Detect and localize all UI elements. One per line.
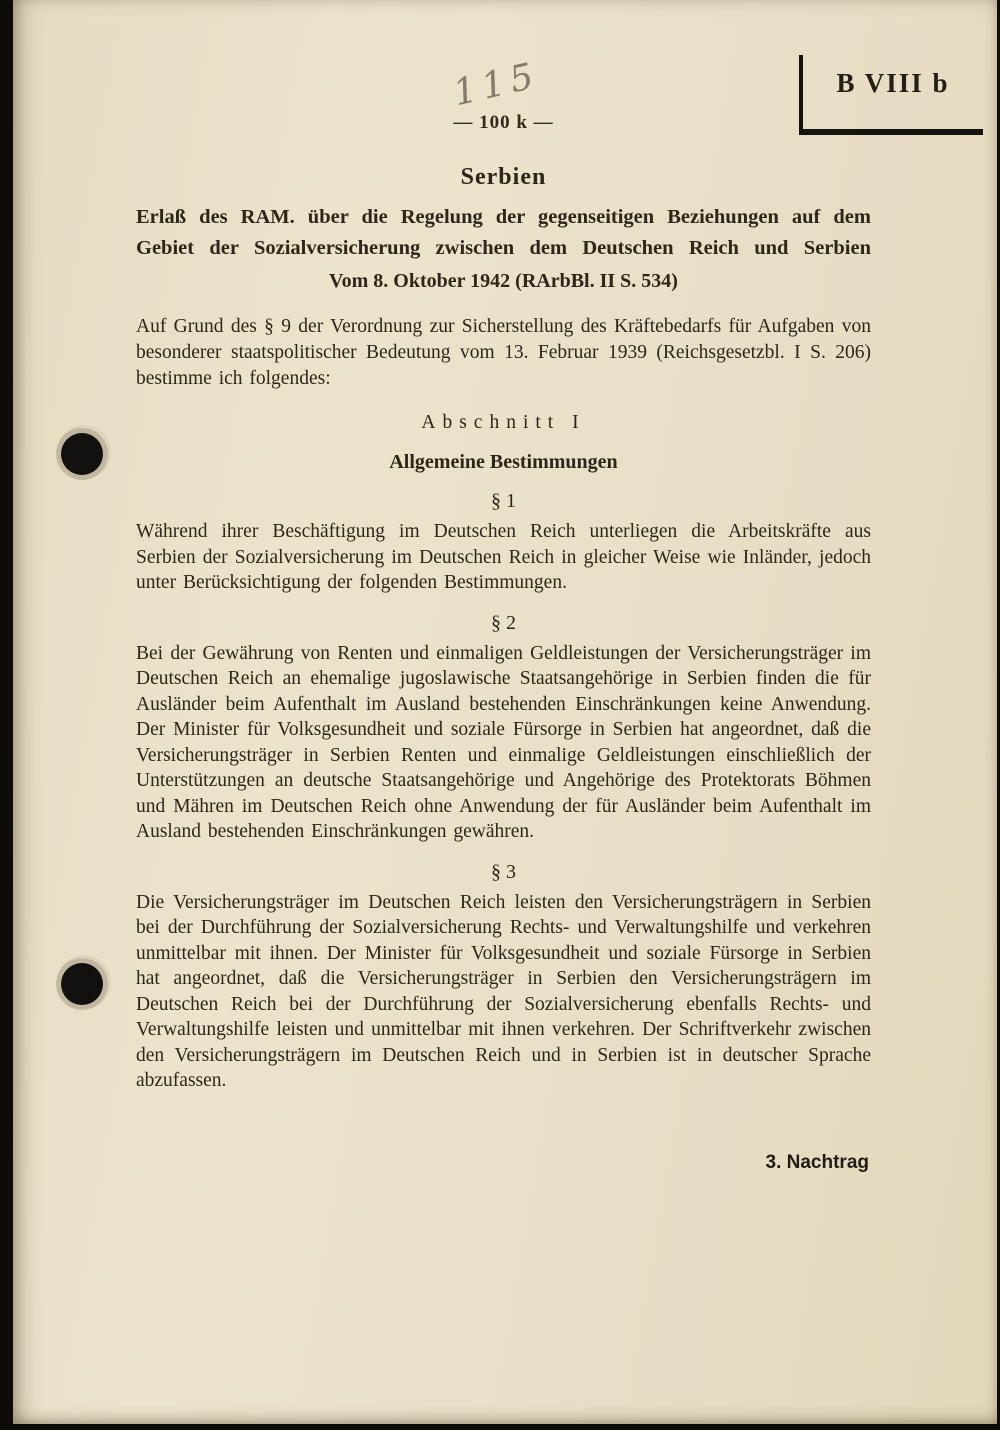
paragraph-number: § 3 bbox=[491, 860, 516, 883]
section-heading: Abschnitt I bbox=[421, 412, 586, 433]
preamble: Auf Grund des § 9 der Verordnung zur Sicherstellung des Kräftebedarfs für Aufgaben von besonderer staatspolitischer Bedeutung vom 13. Februar 1939 (Reichsgesetzbl. I S. 206) bestimme ich folgendes: bbox=[136, 316, 871, 389]
page-content bbox=[13, 0, 997, 1174]
classification-label: B VIII b bbox=[836, 68, 950, 98]
paragraph-section bbox=[136, 612, 871, 845]
paragraph-section bbox=[136, 490, 871, 596]
decree-title: Erlaß des RAM. über die Regelung der gegenseitigen Beziehungen auf dem Gebiet der Sozialversicherung zwischen dem Deutschen Reich und Serbien bbox=[136, 206, 871, 259]
footer-note: 3. Nachtrag bbox=[765, 1151, 869, 1173]
paragraph-text: Während ihrer Beschäftigung im Deutschen Reich unterliegen die Arbeitskräfte aus Serbien der Sozialversicherung im Deutschen Reich in gleicher Weise wie Inländer, jedoch unter Berücksichtigung der folgenden Bestimmungen. bbox=[136, 521, 871, 593]
paragraph-section bbox=[136, 861, 871, 1094]
decree-date: Vom 8. Oktober 1942 (RArbBl. II S. 534) bbox=[329, 270, 678, 292]
page-number: — 100 k — bbox=[453, 112, 554, 133]
document-title: Serbien bbox=[460, 164, 547, 190]
paragraph-number: § 1 bbox=[491, 490, 516, 512]
document-page bbox=[13, 0, 997, 1424]
section-subheading: Allgemeine Bestimmungen bbox=[389, 451, 618, 473]
paragraph-number: § 2 bbox=[491, 611, 516, 634]
paragraph-text: Bei der Gewährung von Renten und einmaligen Geldleistungen der Versicherungsträger im Deutschen Reich an ehemalige jugoslawische Staatsangehörige in Serbien finden die für Ausländer beim Aufenthalt im Ausland bestehenden Einschränkungen keine Anwendung. Der Minister für Volksgesundheit und soziale Fürsorge in Serbien hat angeordnet, daß die Versicherungsträger in Serbien Renten und einmalige Geldleistungen einschließlich der Unterstützungen an deutsche Staatsangehörige und Angehörige des Protektorats Böhmen und Mähren im Deutschen Reich ohne Anwendung der für Ausländer beim Aufenthalt im Ausland bestehenden Einschränkungen gewähren. bbox=[136, 642, 871, 842]
paragraph-text: Die Versicherungsträger im Deutschen Reich leisten den Versicherungsträgern in Serbien bei der Durchführung der Sozialversicherung Rechts- und Verwaltungshilfe und verkehren unmittelbar mit ihnen. Der Minister für Volksgesundheit und soziale Fürsorge in Serbien hat angeordnet, daß die Versicherungsträger in Serbien den Versicherungsträgern im Deutschen Reich bei der Durchführung der Sozialversicherung ebenfalls Rechts- und Verwaltungshilfe leisten und unmittelbar mit ihnen verkehren. Der Schriftverkehr zwischen den Versicherungsträgern im Deutschen Reich und in Serbien ist in deutscher Sprache abzufassen. bbox=[136, 891, 871, 1091]
handwritten-page-number: 115 bbox=[449, 54, 544, 115]
